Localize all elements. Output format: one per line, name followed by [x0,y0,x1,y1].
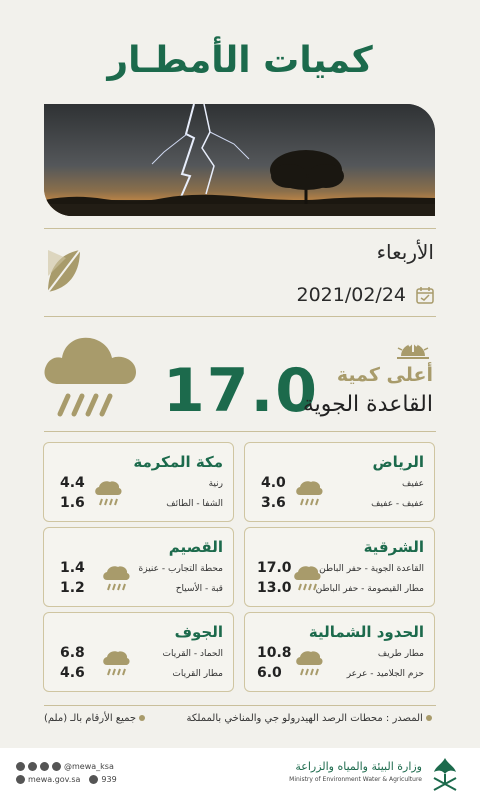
region-card [244,442,435,522]
station-value: 4.4 [60,475,85,491]
region-card [43,612,234,692]
rain-cloud-icon [93,479,123,507]
station-value: 10.8 [257,645,292,661]
bullet-icon [426,715,432,721]
ministry-name-ar: وزارة البيئة والمياه والزراعة [295,760,422,773]
rain-cloud-icon [101,649,131,677]
social-links [16,762,117,788]
globe-icon [16,775,25,784]
station-label: مطار القيصومة - حفر الباطن [315,584,424,594]
website-link[interactable]: mewa.gov.sa [28,775,81,784]
ministry-emblem [428,756,462,792]
twitter-icon[interactable] [28,762,37,771]
social-handle[interactable]: @mewa_ksa [64,762,114,771]
station-label: مطار القريات [172,669,223,679]
sunrise-icon [395,336,431,360]
phone-number[interactable]: 939 [101,775,117,784]
rain-cloud-icon [292,564,322,592]
divider-footer [44,705,436,706]
page-title: كميات الأمطـار [107,40,373,81]
region-card [244,527,435,607]
region-name: الرياض [372,453,424,471]
station-value: 1.4 [60,560,85,576]
phone-icon [89,775,98,784]
rain-cloud-icon [294,479,324,507]
leaf-icon [44,246,84,296]
station-label: الشفا - الطائف [166,499,223,509]
station-label: حزم الجلاميد - عرعر [346,669,424,679]
rain-cloud-icon [294,649,324,677]
region-name: الحدود الشمالية [308,623,424,641]
station-label: القاعدة الجوية - حفر الباطن [319,564,424,574]
highest-amount-label: أعلى كمية [336,364,433,386]
region-card [43,442,234,522]
rain-cloud-icon [40,334,140,418]
footer-bar [0,748,480,799]
station-label: عفيف - عفيف [371,499,424,509]
source-note [187,713,432,724]
station-label: الحماد - القريات [162,649,223,659]
ministry-name-en: Ministry of Environment Water & Agriculture [289,776,422,783]
date-row [296,284,434,306]
region-card [244,612,435,692]
station-value: 13.0 [257,580,292,596]
instagram-icon[interactable] [52,762,61,771]
station-value: 17.0 [257,560,292,576]
station-value: 6.8 [60,645,85,661]
region-name: الشرقية [363,538,424,556]
divider-top [44,228,436,229]
station-value: 4.6 [60,665,85,681]
station-label: قبة - الأسياح [175,584,223,594]
storm-photo [44,104,435,216]
station-value: 4.0 [261,475,286,491]
station-value: 3.6 [261,495,286,511]
station-value: 6.0 [257,665,282,681]
source-text: المصدر : محطات الرصد الهيدرولو جي والمناخي بالمملكة [186,713,423,724]
region-name: مكة المكرمة [133,453,223,471]
calendar-icon [416,286,434,304]
units-text: جميع الأرقام بالـ (ملم) [44,713,137,724]
station-label: رنية [208,479,223,489]
region-name: القصيم [168,538,223,556]
date-label: 2021/02/24 [296,284,406,306]
station-label: عفيف [402,479,424,489]
divider-cards [44,431,436,432]
highest-amount-station: القاعدة الجوية [302,392,433,417]
region-card [43,527,234,607]
rain-cloud-icon [101,564,131,592]
bullet-icon [139,715,145,721]
units-note [44,713,145,724]
station-value: 1.2 [60,580,85,596]
day-label: الأربعاء [376,240,434,264]
highest-amount-value: 17.0 [163,356,320,426]
region-name: الجوف [174,623,223,641]
facebook-icon[interactable] [16,762,25,771]
station-label: محطة التجارب - عنيزة [138,564,223,574]
youtube-icon[interactable] [40,762,49,771]
station-value: 1.6 [60,495,85,511]
station-label: مطار طريف [377,649,424,659]
divider-middle [44,316,436,317]
